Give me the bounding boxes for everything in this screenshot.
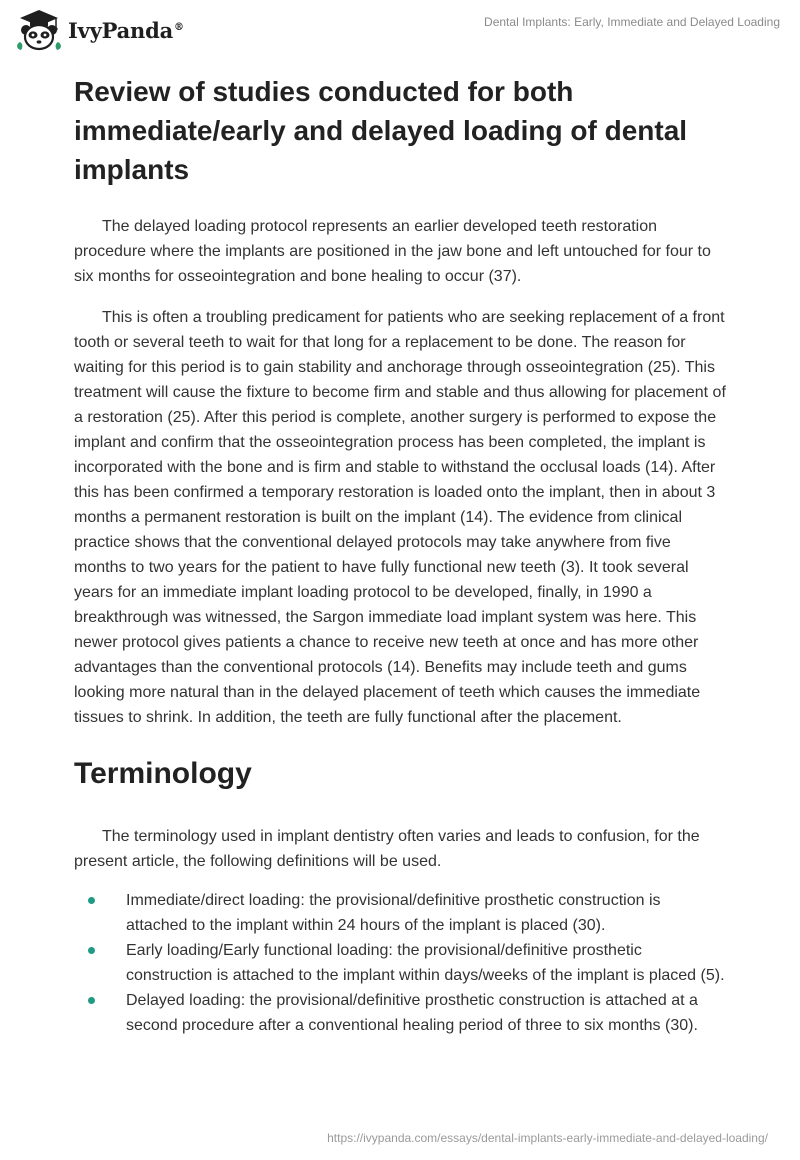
paragraph-delayed-loading: The delayed loading protocol represents an earlier developed teeth restoration procedure where the implants are positioned in the jaw bone and left untouched for four to six months for osseointegration and bone healing to occur (37). [74,218,711,285]
brand-name: IvyPanda® [68,17,184,43]
list-item [74,988,726,1038]
paragraph-predicament: This is often a troubling predicament for patients who are seeking replacement of a front tooth or several teeth to wait for that long for a replacement to be done. The reason for waiting for this period is to gain stability and anchorage through osseointegration (25). This treatment will cause the fixture to become firm and stable and thus allowing for placement of a restoration (25). After this period is complete, another surgery is performed to expose the implant and confirm that the osseointegration process has been completed, the implant is incorporated with the bone and is firm and stable to withstand the occlusal loads (14). After this has been confirmed a temporary restoration is loaded onto the implant, then in about 3 months a permanent restoration is built on the implant (14). The evidence from clinical practice shows that the conventional delayed protocols may take anywhere from five months to two years for the patient to have fully functional new teeth (3). It took several years for an immediate implant loading protocol to be developed, finally, in 1990 a breakthrough was witnessed, the Sargon immediate load implant system was here. This newer protocol gives patients a chance to receive new teeth at once and has more other advantages than the conventional protocols (14). Benefits may include teeth and gums looking more natural than in the delayed placement of teeth which causes the immediate tissues to shrink. In addition, the teeth are fully functional after the placement. [74,309,726,726]
source-url-link[interactable]: https://ivypanda.com/essays/dental-implants-early-immediate-and-delayed-loading/ [327,1131,768,1145]
list-item-text: Delayed loading: the provisional/definitive prosthetic construction is attached at a second procedure after a conventional healing period of three to six months (30). [126,992,698,1034]
list-item-text: Early loading/Early functional loading: the provisional/definitive prosthetic construction is attached to the implant within days/weeks of the implant is placed (5). [126,942,725,984]
bullet-icon [88,997,95,1004]
bullet-icon [88,947,95,954]
panda-graduation-cap-icon [14,8,64,52]
running-title: Dental Implants: Early, Immediate and Delayed Loading [484,15,780,29]
terminology-heading: Terminology [74,757,252,790]
page-header [14,8,786,52]
article-title: Review of studies conducted for both immediate/early and delayed loading of dental implants [74,76,688,185]
ivypanda-logo[interactable] [14,8,184,52]
article-body [74,72,726,1038]
bullet-icon [88,897,95,904]
list-item-text: Immediate/direct loading: the provisional/definitive prosthetic construction is attached to the implant within 24 hours of the implant is placed (30). [126,892,661,934]
terminology-intro: The terminology used in implant dentistry often varies and leads to confusion, for the present article, the following definitions will be used. [74,828,700,870]
list-item [74,888,726,938]
definitions-list [74,888,726,1038]
list-item [74,938,726,988]
